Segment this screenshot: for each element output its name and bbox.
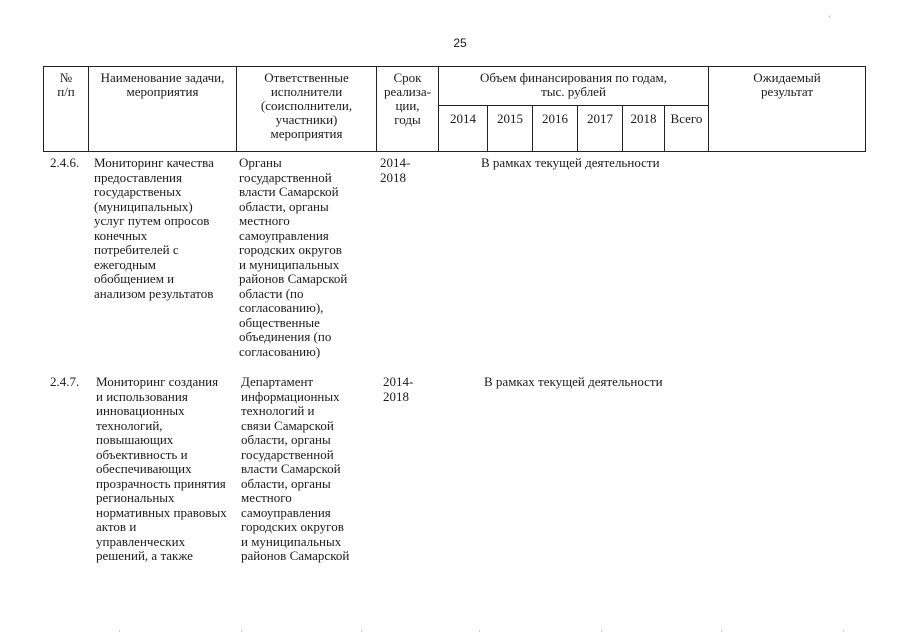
header-number: № п/п (57, 70, 75, 99)
row-task: Мониторинг качества предоставления государственых (муниципальных) услуг путем опросов конечных потребителей с ежегодным обобщением и анализом результатов (94, 155, 214, 301)
row-executors: Департамент информационных технологий и связи Самарской области, органы государственной власти Самарской области, органы местного самоуправления городских округов и муниципальных районов Самарской (241, 374, 350, 563)
row-executors: Органы государственной власти Самарской области, органы местного самоуправления городских округов и муниципальных районов Самарской области (по согласованию), общественные объединения (по согласованию) (239, 155, 348, 359)
page-number: 25 (453, 36, 467, 50)
row-term: 2014- 2018 (380, 155, 411, 185)
scan-speck: · (240, 626, 243, 636)
header-total: Всего (670, 111, 703, 126)
scan-speck: ’ (828, 14, 831, 24)
header-year-2015: 2015 (497, 111, 523, 126)
row-number: 2.4.7. (50, 374, 80, 389)
header-task: Наименование задачи, мероприятия (100, 70, 225, 99)
header-result: Ожидаемый результат (753, 70, 821, 99)
scan-speck: · (478, 626, 481, 636)
row-number: 2.4.6. (50, 155, 80, 170)
header-executors: Ответственные исполнители (соисполнители, участники) мероприятия (260, 70, 353, 141)
header-year-2014: 2014 (450, 111, 476, 126)
header-term: Срок реализа- ции, годы (384, 70, 431, 127)
header-year-2016: 2016 (542, 111, 568, 126)
row-funding: В рамках текущей деятельности (484, 374, 663, 389)
scan-speck: · (600, 626, 603, 636)
header-year-2017: 2017 (587, 111, 613, 126)
row-funding: В рамках текущей деятельности (481, 155, 660, 170)
scan-speck: · (118, 626, 121, 636)
header-year-2018: 2018 (630, 111, 657, 126)
scan-speck: · (842, 626, 845, 636)
scan-speck: · (360, 626, 363, 636)
row-task: Мониторинг создания и использования инновационных технологий, повышающих объективность и обеспечивающих прозрачность принятия региональных нормативных правовых актов и управленческих решений, а также (96, 374, 227, 563)
scan-speck: · (720, 626, 723, 636)
header-funding: Объем финансирования по годам, тыс. рублей (479, 70, 668, 99)
row-term: 2014- 2018 (383, 374, 414, 404)
